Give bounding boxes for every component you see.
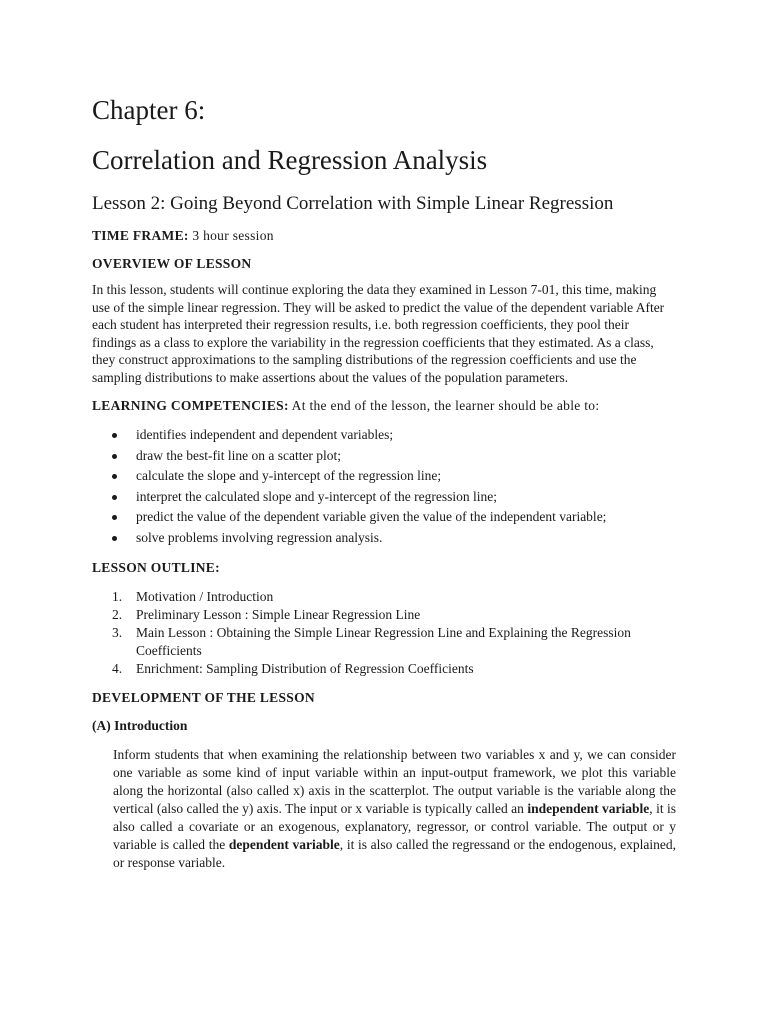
overview-body: In this lesson, students will continue exploring the data they examined in Lesson 7-01, this time, making use of the simple linear regression. They will be asked to predict the value of the dependent variable After each student has interpreted their regression results, i.e. both regression coefficients, they pool their findings as a class to explore the variability in the regression coefficients that they estimated. As a class, they construct approximations to the sampling distributions of the regression coefficients and use the sampling distributions to make assertions about the values of the population parameters.: [92, 282, 665, 385]
outline-list: [92, 588, 676, 678]
list-item-text: interpret the calculated slope and y-intercept of the regression line;: [136, 488, 497, 504]
intro-text: , it is also called a covariate or an exogenous, explanatory, regressor, or control variable. The output or y variable is called the: [113, 801, 676, 852]
list-item-number: 1.: [112, 589, 123, 604]
bullet-icon: [112, 474, 117, 479]
overview-heading: OVERVIEW OF LESSON: [92, 256, 252, 271]
intro-text: Inform students that when examining the relationship between two variables x and y, we can consider one variable as some kind of input variable within an input-output framework, we plot this variable along the horizontal (also called x) axis in the scatterplot. The output variable is the variable along the vertical (also called the y) axis. The input or x variable is typically called an: [113, 747, 676, 816]
list-item-number: 2.: [112, 607, 123, 622]
term-independent-variable: independent variable: [527, 801, 650, 816]
list-item-text: identifies independent and dependent variables;: [136, 427, 394, 442]
introduction-body: [113, 746, 676, 872]
bullet-icon: [112, 433, 117, 438]
list-item: [92, 624, 676, 660]
time-frame: [92, 228, 676, 244]
list-item-text: predict the value of the dependent variable given the value of the independent variable;: [136, 509, 607, 524]
bullet-icon: [112, 454, 117, 459]
chapter-title: Correlation and Regression Analysis: [92, 145, 488, 175]
list-item-text: Preliminary Lesson : Simple Linear Regression Line: [136, 607, 421, 622]
list-item: [92, 446, 676, 467]
list-item-text: Main Lesson : Obtaining the Simple Linear Regression Line and Explaining the Regression Coefficients: [136, 625, 631, 658]
lesson-title: Lesson 2: Going Beyond Correlation with Simple Linear Regression: [92, 193, 614, 214]
development-heading: DEVELOPMENT OF THE LESSON: [92, 690, 315, 705]
list-item: [92, 425, 676, 446]
list-item: [92, 487, 676, 508]
list-item: [92, 606, 676, 624]
list-item-text: Motivation / Introduction: [136, 589, 274, 604]
list-item-text: solve problems involving regression analysis.: [136, 529, 383, 545]
list-item: [92, 588, 676, 606]
time-frame-label: TIME FRAME:: [92, 228, 189, 243]
competencies-intro: At the end of the lesson, the learner should be able to:: [288, 398, 600, 413]
list-item: [92, 466, 676, 487]
list-item-text: draw the best-fit line on a scatter plot;: [136, 447, 342, 463]
chapter-number: Chapter 6:: [92, 95, 206, 125]
list-item: [92, 528, 676, 549]
introduction-subheading: (A) Introduction: [92, 718, 188, 733]
list-item-text: Enrichment: Sampling Distribution of Regression Coefficients: [136, 661, 474, 676]
list-item-number: 3.: [112, 625, 123, 640]
bullet-icon: [112, 515, 117, 520]
list-item-number: 4.: [112, 661, 123, 676]
term-dependent-variable: dependent variable: [228, 837, 340, 852]
bullet-icon: [112, 536, 117, 541]
list-item: [92, 660, 676, 678]
outline-heading: LESSON OUTLINE:: [92, 560, 220, 575]
intro-text: , it is also called the regressand or the endogenous, explained, or response variable.: [113, 837, 676, 870]
competencies-list: [92, 425, 676, 548]
list-item: [92, 507, 676, 528]
bullet-icon: [112, 495, 117, 500]
time-frame-value: 3 hour session: [188, 228, 274, 243]
competencies-line: [92, 398, 676, 414]
competencies-heading: LEARNING COMPETENCIES:: [92, 398, 289, 413]
list-item-text: calculate the slope and y-intercept of the regression line;: [136, 468, 442, 483]
